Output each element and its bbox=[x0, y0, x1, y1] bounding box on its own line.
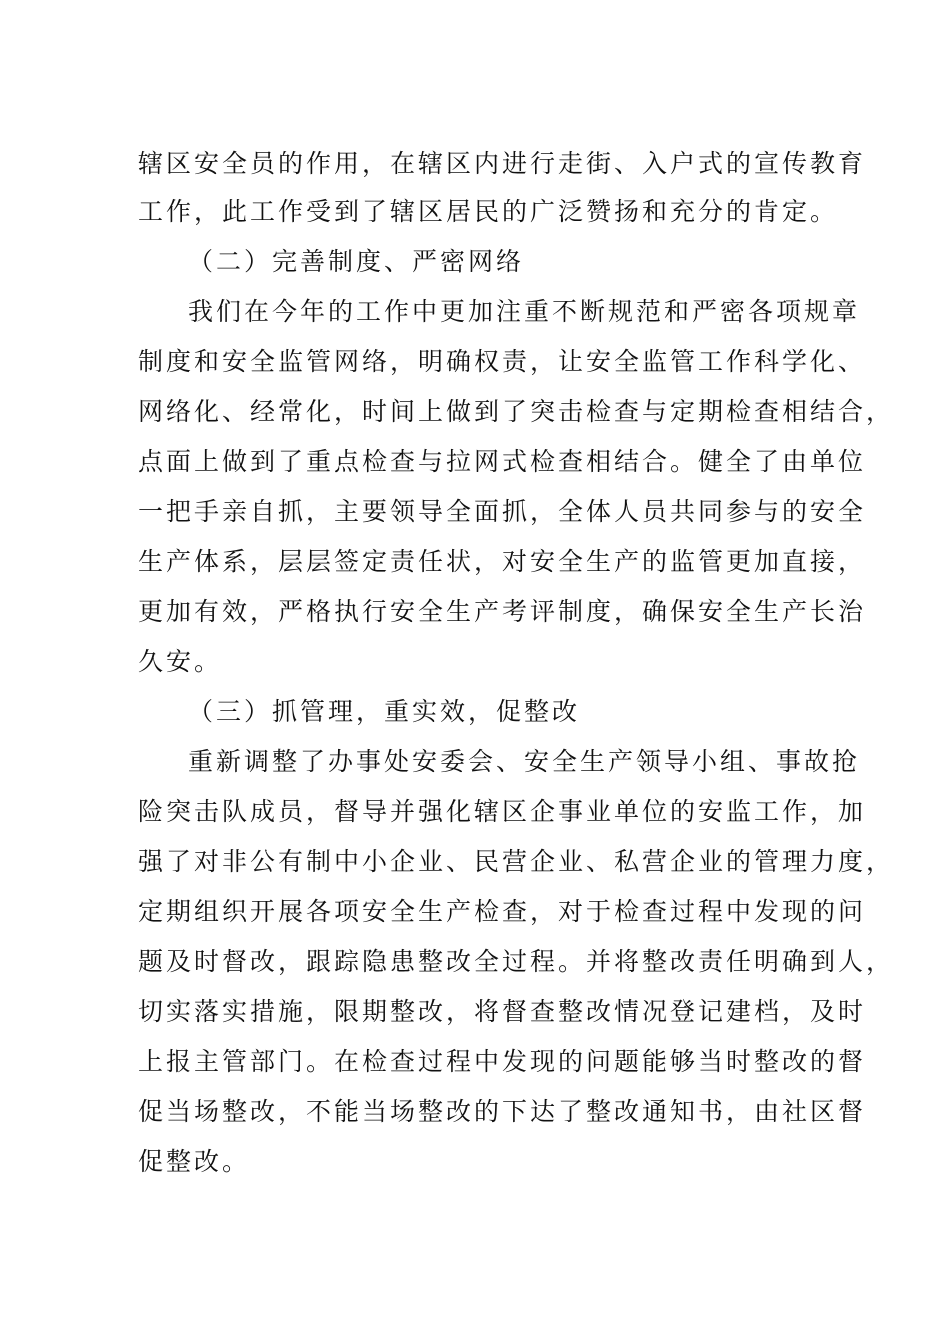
paragraph-line: 一把手亲自抓，主要领导全面抓，全体人员共同参与的安全 bbox=[138, 497, 867, 526]
paragraph-line: 久安。 bbox=[138, 647, 223, 676]
paragraph-line: 上报主管部门。在检查过程中发现的问题能够当时整改的督 bbox=[138, 1047, 867, 1076]
paragraph-line: 我们在今年的工作中更加注重不断规范和严密各项规章 bbox=[188, 297, 861, 326]
paragraph-line: 题及时督改，跟踪隐患整改全过程。并将整改责任明确到人， bbox=[138, 947, 895, 976]
paragraph-line: 定期组织开展各项安全生产检查，对于检查过程中发现的问 bbox=[138, 897, 867, 926]
paragraph-line: 促整改。 bbox=[138, 1147, 251, 1176]
paragraph-line: 辖区安全员的作用，在辖区内进行走街、入户式的宣传教育 bbox=[138, 149, 867, 178]
paragraph-line: 生产体系，层层签定责任状，对安全生产的监管更加直接， bbox=[138, 547, 867, 576]
paragraph-line: 网络化、经常化，时间上做到了突击检查与定期检查相结合， bbox=[138, 397, 895, 426]
paragraph-line: 点面上做到了重点检查与拉网式检查相结合。健全了由单位 bbox=[138, 447, 867, 476]
paragraph-line: 切实落实措施，限期整改，将督查整改情况登记建档，及时 bbox=[138, 997, 867, 1026]
paragraph-line: 险突击队成员，督导并强化辖区企事业单位的安监工作，加 bbox=[138, 797, 867, 826]
section-heading-3: （三）抓管理，重实效，促整改 bbox=[188, 697, 581, 726]
section-heading-2: （二）完善制度、严密网络 bbox=[188, 247, 525, 276]
paragraph-line: 促当场整改，不能当场整改的下达了整改通知书，由社区督 bbox=[138, 1097, 867, 1126]
paragraph-line: 更加有效，严格执行安全生产考评制度，确保安全生产长治 bbox=[138, 597, 867, 626]
paragraph-line: 强了对非公有制中小企业、民营企业、私营企业的管理力度， bbox=[138, 847, 895, 876]
paragraph-line: 重新调整了办事处安委会、安全生产领导小组、事故抢 bbox=[188, 747, 861, 776]
paragraph-line: 工作，此工作受到了辖区居民的广泛赞扬和充分的肯定。 bbox=[138, 197, 839, 226]
paragraph-line: 制度和安全监管网络，明确权责，让安全监管工作科学化、 bbox=[138, 347, 867, 376]
